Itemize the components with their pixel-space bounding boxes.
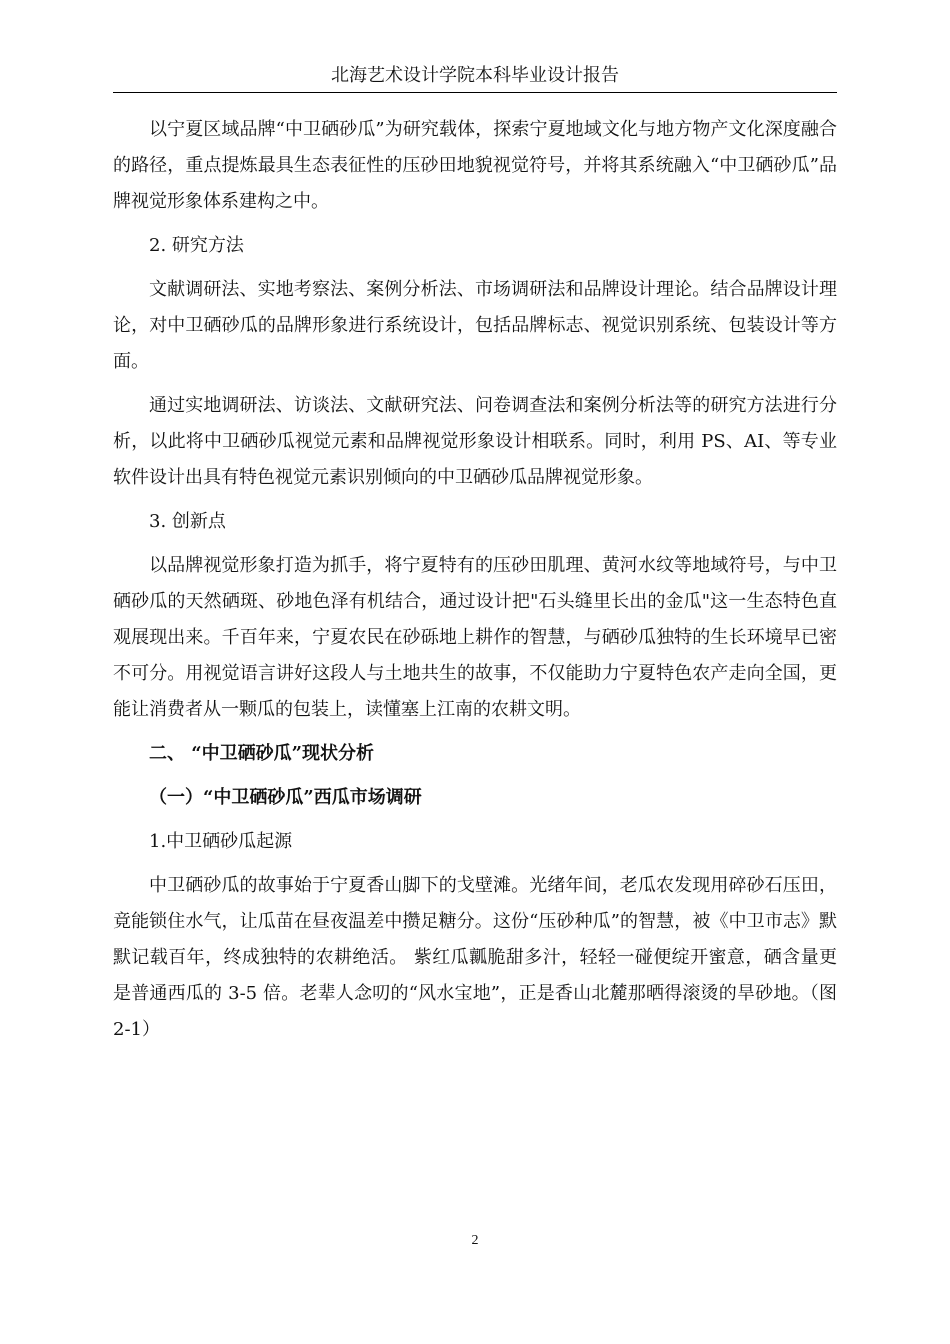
running-header: 北海艺术设计学院本科毕业设计报告 [331,65,619,86]
page-body [113,112,837,1056]
subheading-research-methods: 2. 研究方法 [149,235,244,256]
subheading-innovation: 3. 创新点 [149,511,226,532]
paragraph-methods-detail: 通过实地调研法、访谈法、文献研究法、问卷调查法和案例分析法等的研究方法进行分析，以此将中卫硒砂瓜视觉元素和品牌视觉形象设计相联系。同时，利用 PS、AI、等专业软件设计出具有特色视觉元素识别倾向的中卫硒砂瓜品牌视觉形象。 [113,395,837,488]
paragraph-methods-list: 文献调研法、实地考察法、案例分析法、市场调研法和品牌设计理论。结合品牌设计理论，对中卫硒砂瓜的品牌形象进行系统设计，包括品牌标志、视觉识别系统、包装设计等方面。 [113,279,837,372]
subsection-heading-market-research: （一）“中卫硒砂瓜”西瓜市场调研 [149,787,422,808]
page-number: 2 [471,1233,479,1248]
header-divider [113,92,837,93]
section-heading-status-analysis: 二、 “中卫硒砂瓜”现状分析 [149,743,374,764]
subheading-origin: 1.中卫硒砂瓜起源 [149,831,293,852]
paragraph-innovation: 以品牌视觉形象打造为抓手，将宁夏特有的压砂田肌理、黄河水纹等地域符号，与中卫硒砂瓜的天然硒斑、砂地色泽有机结合，通过设计把"石头缝里长出的金瓜"这一生态特色直观展现出来。千百年来，宁夏农民在砂砾地上耕作的智慧，与硒砂瓜独特的生长环境早已密不可分。用视觉语言讲好这段人与土地共生的故事，不仅能助力宁夏特色农产走向全国，更能让消费者从一颗瓜的包装上，读懂塞上江南的农耕文明。 [113,555,837,720]
paragraph-research-carrier: 以宁夏区域品牌“中卫硒砂瓜”为研究载体，探索宁夏地域文化与地方物产文化深度融合的路径，重点提炼最具生态表征性的压砂田地貌视觉符号，并将其系统融入“中卫硒砂瓜”品牌视觉形象体系建构之中。 [113,119,837,212]
paragraph-origin: 中卫硒砂瓜的故事始于宁夏香山脚下的戈壁滩。光绪年间，老瓜农发现用碎砂石压田，竟能锁住水气，让瓜苗在昼夜温差中攒足糖分。这份“压砂种瓜”的智慧，被《中卫市志》默默记载百年，终成独特的农耕绝活。 紫红瓜瓤脆甜多汁，轻轻一碰便绽开蜜意，硒含量更是普通西瓜的 3-5 倍。老辈人念叨的“风水宝地”，正是香山北麓那晒得滚烫的旱砂地。（图 2-1） [113,875,837,1040]
